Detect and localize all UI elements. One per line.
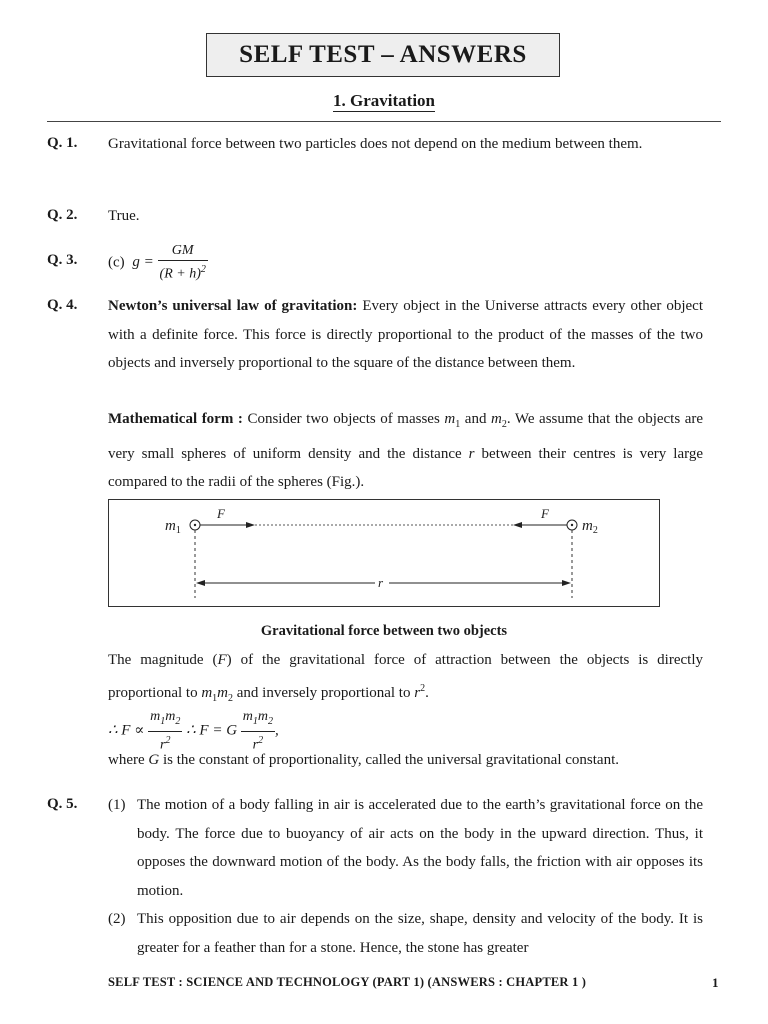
page-title: SELF TEST – ANSWERS: [206, 33, 560, 77]
q4-label: Q. 4.: [47, 297, 78, 313]
formula-fraction-2: $\frac{m_1m_2}{r^2}$: [242, 709, 274, 753]
force-arrow-left-head: [246, 522, 255, 528]
gravitation-formula: ∴ F ∝ $\frac{m_1m_2}{r^2}$ ∴ F = G $\frac{m_1m_2}{r^2}$ ,: [108, 709, 279, 753]
q5-item-2: (2) This opposition due to air depends on the size, shape, density and velocity of the body. It is greater for a feather than for a stone. Hence, the stone has greater: [108, 911, 703, 956]
gravitation-figure: [108, 499, 660, 607]
header-rule: [47, 121, 721, 122]
distance-arrow-right-head: [562, 580, 571, 586]
label-force-right: F: [541, 506, 549, 521]
q4-math-paragraph: Mathematical form : Consider two objects of masses $m_1$ and $m_2$. We assume that the objects are very small spheres of uniform density and the distance r between their centres is very large compared to the radii of the spheres (Fig.).: [108, 411, 704, 490]
distance-arrow-left-head: [196, 580, 205, 586]
q3-answer: (c) g = $\frac{GM}{(R + h)^2}$: [108, 243, 206, 282]
q2-answer: True.: [108, 208, 140, 224]
q4-law-paragraph: Newton’s universal law of gravitation: Every object in the Universe attracts every other object with a definite force. This force is directly proportional to the product of the masses of the two objects and inversely proportional to the square of the distance between them.: [108, 298, 703, 371]
q5-item-1: (1) The motion of a body falling in air is accelerated due to the earth’s gravitational force on the body. The force due to buoyancy of air acts on the body in the upward direction. Thus, it opposes the downward motion of the body. As the body falls, the friction with air opposes its motion.: [108, 797, 703, 899]
q4-magnitude-paragraph: The magnitude (F) of the gravitational force of attraction between the objects is directly proportional to $m_1m_2$ and inversely proportional to $r^2$.: [108, 652, 703, 704]
page-number: 1: [712, 975, 719, 990]
q2-label: Q. 2.: [47, 207, 78, 223]
mass-2-center: [571, 524, 573, 526]
q3-fraction: $\frac{GM}{(R + h)^2}$: [159, 243, 206, 282]
figure-diagram: [109, 500, 659, 606]
chapter-title: 1. Gravitation: [333, 91, 435, 110]
formula-fraction-1: $\frac{m_1m_2}{r^2}$: [150, 709, 181, 753]
label-m1: $m_1$: [165, 518, 181, 536]
q1-label: Q. 1.: [47, 135, 78, 151]
q5-label: Q. 5.: [47, 796, 78, 812]
q3-label: Q. 3.: [47, 252, 78, 268]
page-footer: SELF TEST : SCIENCE AND TECHNOLOGY (PART 1) (ANSWERS : CHAPTER 1 ): [108, 975, 587, 989]
figure-caption: Gravitational force between two objects: [260, 623, 508, 639]
mass-1-center: [194, 524, 196, 526]
q4-where-paragraph: where G is the constant of proportionality, called the universal gravitational constant.: [108, 752, 619, 768]
force-arrow-right-head: [513, 522, 522, 528]
label-force-left: F: [217, 506, 225, 521]
label-distance: r: [378, 575, 384, 590]
label-m2: $m_2$: [582, 518, 598, 536]
q1-answer: Gravitational force between two particles does not depend on the medium between them.: [108, 136, 643, 152]
